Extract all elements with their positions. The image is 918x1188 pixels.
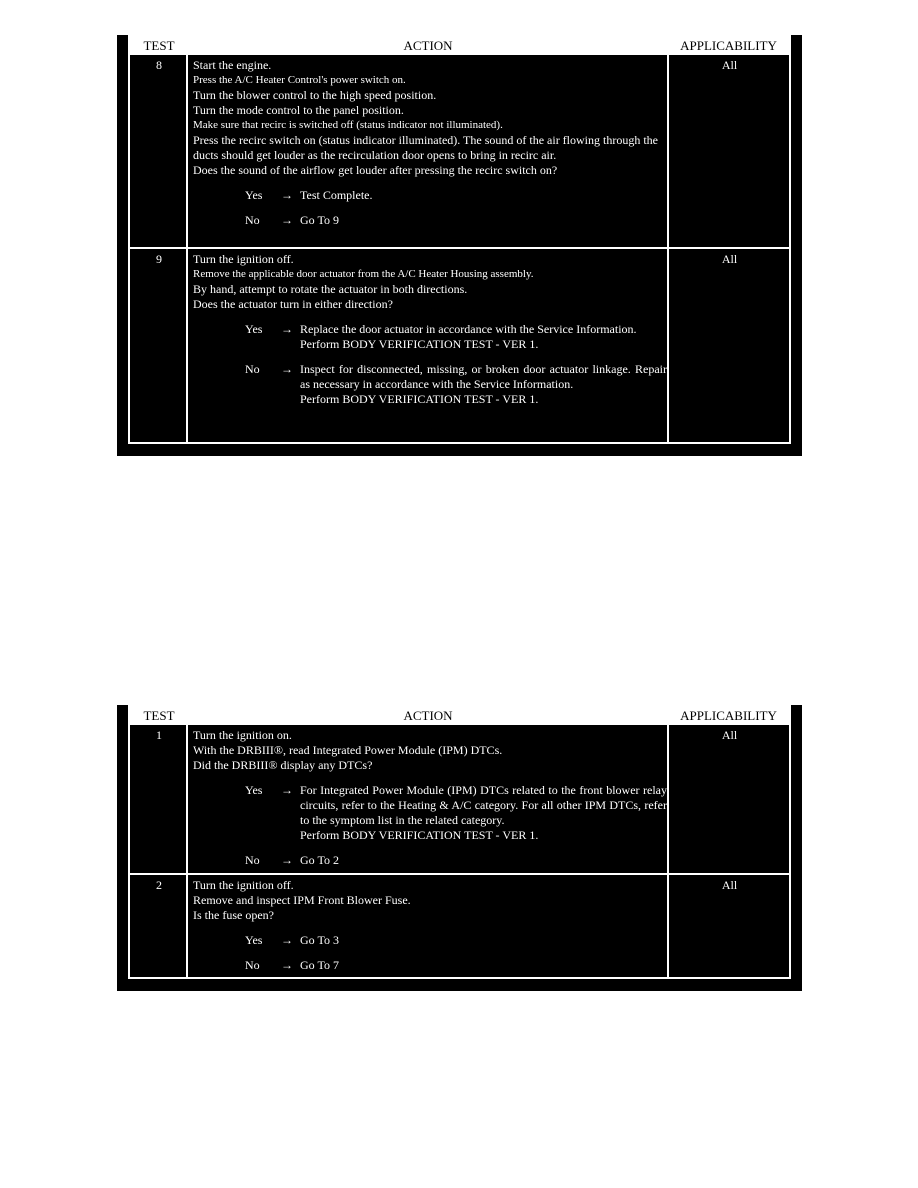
no-text: Go To 9 xyxy=(300,213,339,227)
no-response xyxy=(193,362,667,407)
arrow-icon: → xyxy=(281,958,293,972)
header-action: ACTION xyxy=(403,38,453,53)
table-row xyxy=(130,725,789,873)
action-step: Turn the ignition off. xyxy=(193,878,294,892)
action-step: Press the A/C Heater Control's power switch on. xyxy=(193,74,406,86)
no-response xyxy=(193,958,667,973)
table-header xyxy=(130,705,789,725)
no-label: No xyxy=(245,958,260,972)
arrow-icon: → xyxy=(281,853,293,867)
no-label: No xyxy=(245,853,260,867)
arrow-icon: → xyxy=(281,933,293,947)
action-step: Make sure that recirc is switched off (status indicator not illuminated). xyxy=(193,119,503,131)
action-step: Did the DRBIII® display any DTCs? xyxy=(193,758,373,772)
header-test: TEST xyxy=(143,38,175,53)
action-step: Turn the ignition off. xyxy=(193,252,294,266)
no-label: No xyxy=(245,213,260,227)
no-label: No xyxy=(245,362,260,376)
action-cell xyxy=(193,728,667,868)
test-number: 2 xyxy=(156,878,162,892)
table-row xyxy=(130,873,789,979)
action-step: By hand, attempt to rotate the actuator in both directions. xyxy=(193,282,468,296)
action-step: Remove and inspect IPM Front Blower Fuse. xyxy=(193,893,411,907)
no-text: Go To 7 xyxy=(300,958,339,972)
action-cell xyxy=(193,878,667,973)
table-1-frame xyxy=(117,35,802,456)
arrow-icon: → xyxy=(281,213,293,227)
applicability-value: All xyxy=(721,728,738,742)
arrow-icon: → xyxy=(281,783,293,797)
arrow-icon: → xyxy=(281,188,293,202)
yes-label: Yes xyxy=(245,322,263,336)
yes-response xyxy=(193,188,667,203)
yes-response xyxy=(193,933,667,948)
table-header xyxy=(130,35,789,55)
action-step: Turn the ignition on. xyxy=(193,728,292,742)
action-step: Does the actuator turn in either direction? xyxy=(193,297,393,311)
table-1 xyxy=(128,35,791,444)
test-number: 8 xyxy=(156,58,162,72)
no-text: Go To 2 xyxy=(300,853,339,867)
yes-text: Go To 3 xyxy=(300,933,339,947)
action-step: Press the recirc switch on (status indicator illuminated). The sound of the air flowing through the ducts should get louder as the recirculation door opens to bring in recirc air. xyxy=(193,133,659,162)
yes-text: Test Complete. xyxy=(300,188,373,202)
no-text: Inspect for disconnected, missing, or broken door actuator linkage. Repair as necessary in accordance with the Service Information. Perform BODY VERIFICATION TEST - VER 1. xyxy=(300,362,667,406)
header-test: TEST xyxy=(143,708,175,723)
yes-response xyxy=(193,322,667,352)
no-response xyxy=(193,213,667,228)
action-cell xyxy=(193,58,667,228)
no-response xyxy=(193,853,667,868)
table-row xyxy=(130,55,789,247)
action-step: With the DRBIII®, read Integrated Power Module (IPM) DTCs. xyxy=(193,743,503,757)
yes-label: Yes xyxy=(245,783,263,797)
arrow-icon: → xyxy=(281,322,293,336)
test-number: 1 xyxy=(156,728,162,742)
action-cell xyxy=(193,252,667,407)
yes-label: Yes xyxy=(245,933,263,947)
table-2 xyxy=(128,705,791,979)
table-2-frame xyxy=(117,705,802,991)
yes-text: For Integrated Power Module (IPM) DTCs related to the front blower relay circuits, refer to the Heating & A/C category. For all other IPM DTCs, refer to the symptom list in the related category. Perform BODY VERIFICATION TEST - VER 1. xyxy=(300,783,667,842)
yes-label: Yes xyxy=(245,188,263,202)
action-step: Is the fuse open? xyxy=(193,908,274,922)
yes-response xyxy=(193,783,667,843)
test-number: 9 xyxy=(156,252,162,266)
header-action: ACTION xyxy=(403,708,453,723)
action-step: Turn the blower control to the high speed position. xyxy=(193,88,437,102)
action-step: Turn the mode control to the panel position. xyxy=(193,103,404,117)
header-applicability: APPLICABILITY xyxy=(680,708,777,723)
action-step: Start the engine. xyxy=(193,58,272,72)
applicability-value: All xyxy=(721,878,738,892)
action-step: Does the sound of the airflow get louder after pressing the recirc switch on? xyxy=(193,163,558,177)
action-step: Remove the applicable door actuator from the A/C Heater Housing assembly. xyxy=(193,268,534,280)
yes-text: Replace the door actuator in accordance with the Service Information. Perform BODY VERIFICATION TEST - VER 1. xyxy=(300,322,637,351)
table-row xyxy=(130,247,789,444)
applicability-value: All xyxy=(721,252,738,266)
applicability-value: All xyxy=(721,58,738,72)
arrow-icon: → xyxy=(281,362,293,376)
header-applicability: APPLICABILITY xyxy=(680,38,777,53)
